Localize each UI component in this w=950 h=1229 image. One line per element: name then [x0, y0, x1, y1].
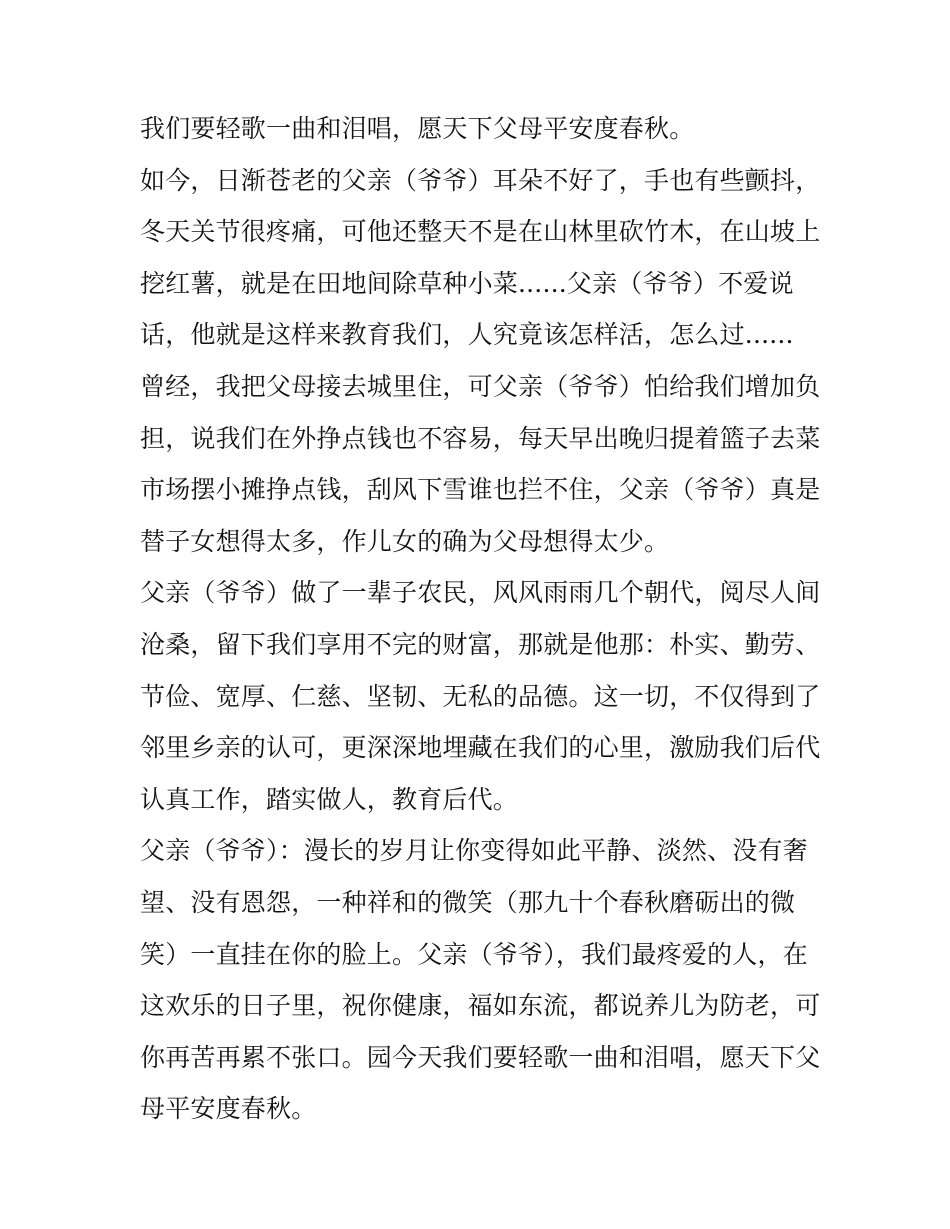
text-line: 曾经，我把父母接去城里住，可父亲（爷爷）怕给我们增加负	[140, 371, 821, 401]
text-line: 话，他就是这样来教育我们，人究竟该怎样活，怎么过......	[140, 320, 794, 350]
text-line: 如今，日渐苍老的父亲（爷爷）耳朵不好了，手也有些颤抖，	[140, 165, 821, 195]
text-line: 挖红薯，就是在田地间除草种小菜......父亲（爷爷）不爱说	[140, 268, 794, 298]
text-line: 母平安度春秋。	[140, 1094, 317, 1124]
text-line: 节俭、宽厚、仁慈、坚韧、无私的品德。这一切，不仅得到了	[140, 681, 821, 711]
text-line: 你再苦再累不张口。园今天我们要轻歌一曲和泪唱，愿天下父	[140, 1042, 821, 1072]
text-line: 我们要轻歌一曲和泪唱，愿天下父母平安度春秋。	[140, 114, 695, 143]
text-line: 笑）一直挂在你的脸上。父亲（爷爷），我们最疼爱的人，在	[140, 939, 808, 969]
text-line: 担，说我们在外挣点钱也不容易，每天早出晚归提着篮子去菜	[140, 423, 821, 453]
text-line: 冬天关节很疼痛，可他还整天不是在山林里砍竹木，在山坡上	[140, 217, 821, 247]
text-line: 父亲（爷爷）：漫长的岁月让你变得如此平静、淡然、没有奢	[140, 836, 808, 866]
text-line: 邻里乡亲的认可，更深深地埋藏在我们的心里，激励我们后代	[140, 733, 821, 763]
text-line: 父亲（爷爷）做了一辈子农民，风风雨雨几个朝代，阅尽人间	[140, 578, 821, 608]
text-line: 望、没有恩怨，一种祥和的微笑（那九十个春秋磨砺出的微	[140, 887, 796, 917]
body-text	[140, 107, 830, 1139]
text-line: 市场摆小摊挣点钱，刮风下雪谁也拦不住，父亲（爷爷）真是	[140, 475, 821, 505]
text-line: 认真工作，踏实做人，教育后代。	[140, 784, 519, 814]
text-line: 沧桑，留下我们享用不完的财富，那就是他那：朴实、勤劳、	[140, 629, 821, 659]
text-line: 这欢乐的日子里，祝你健康，福如东流，都说养儿为防老，可	[140, 991, 821, 1021]
text-line: 替子女想得太多，作儿女的确为父母想得太少。	[140, 526, 670, 556]
